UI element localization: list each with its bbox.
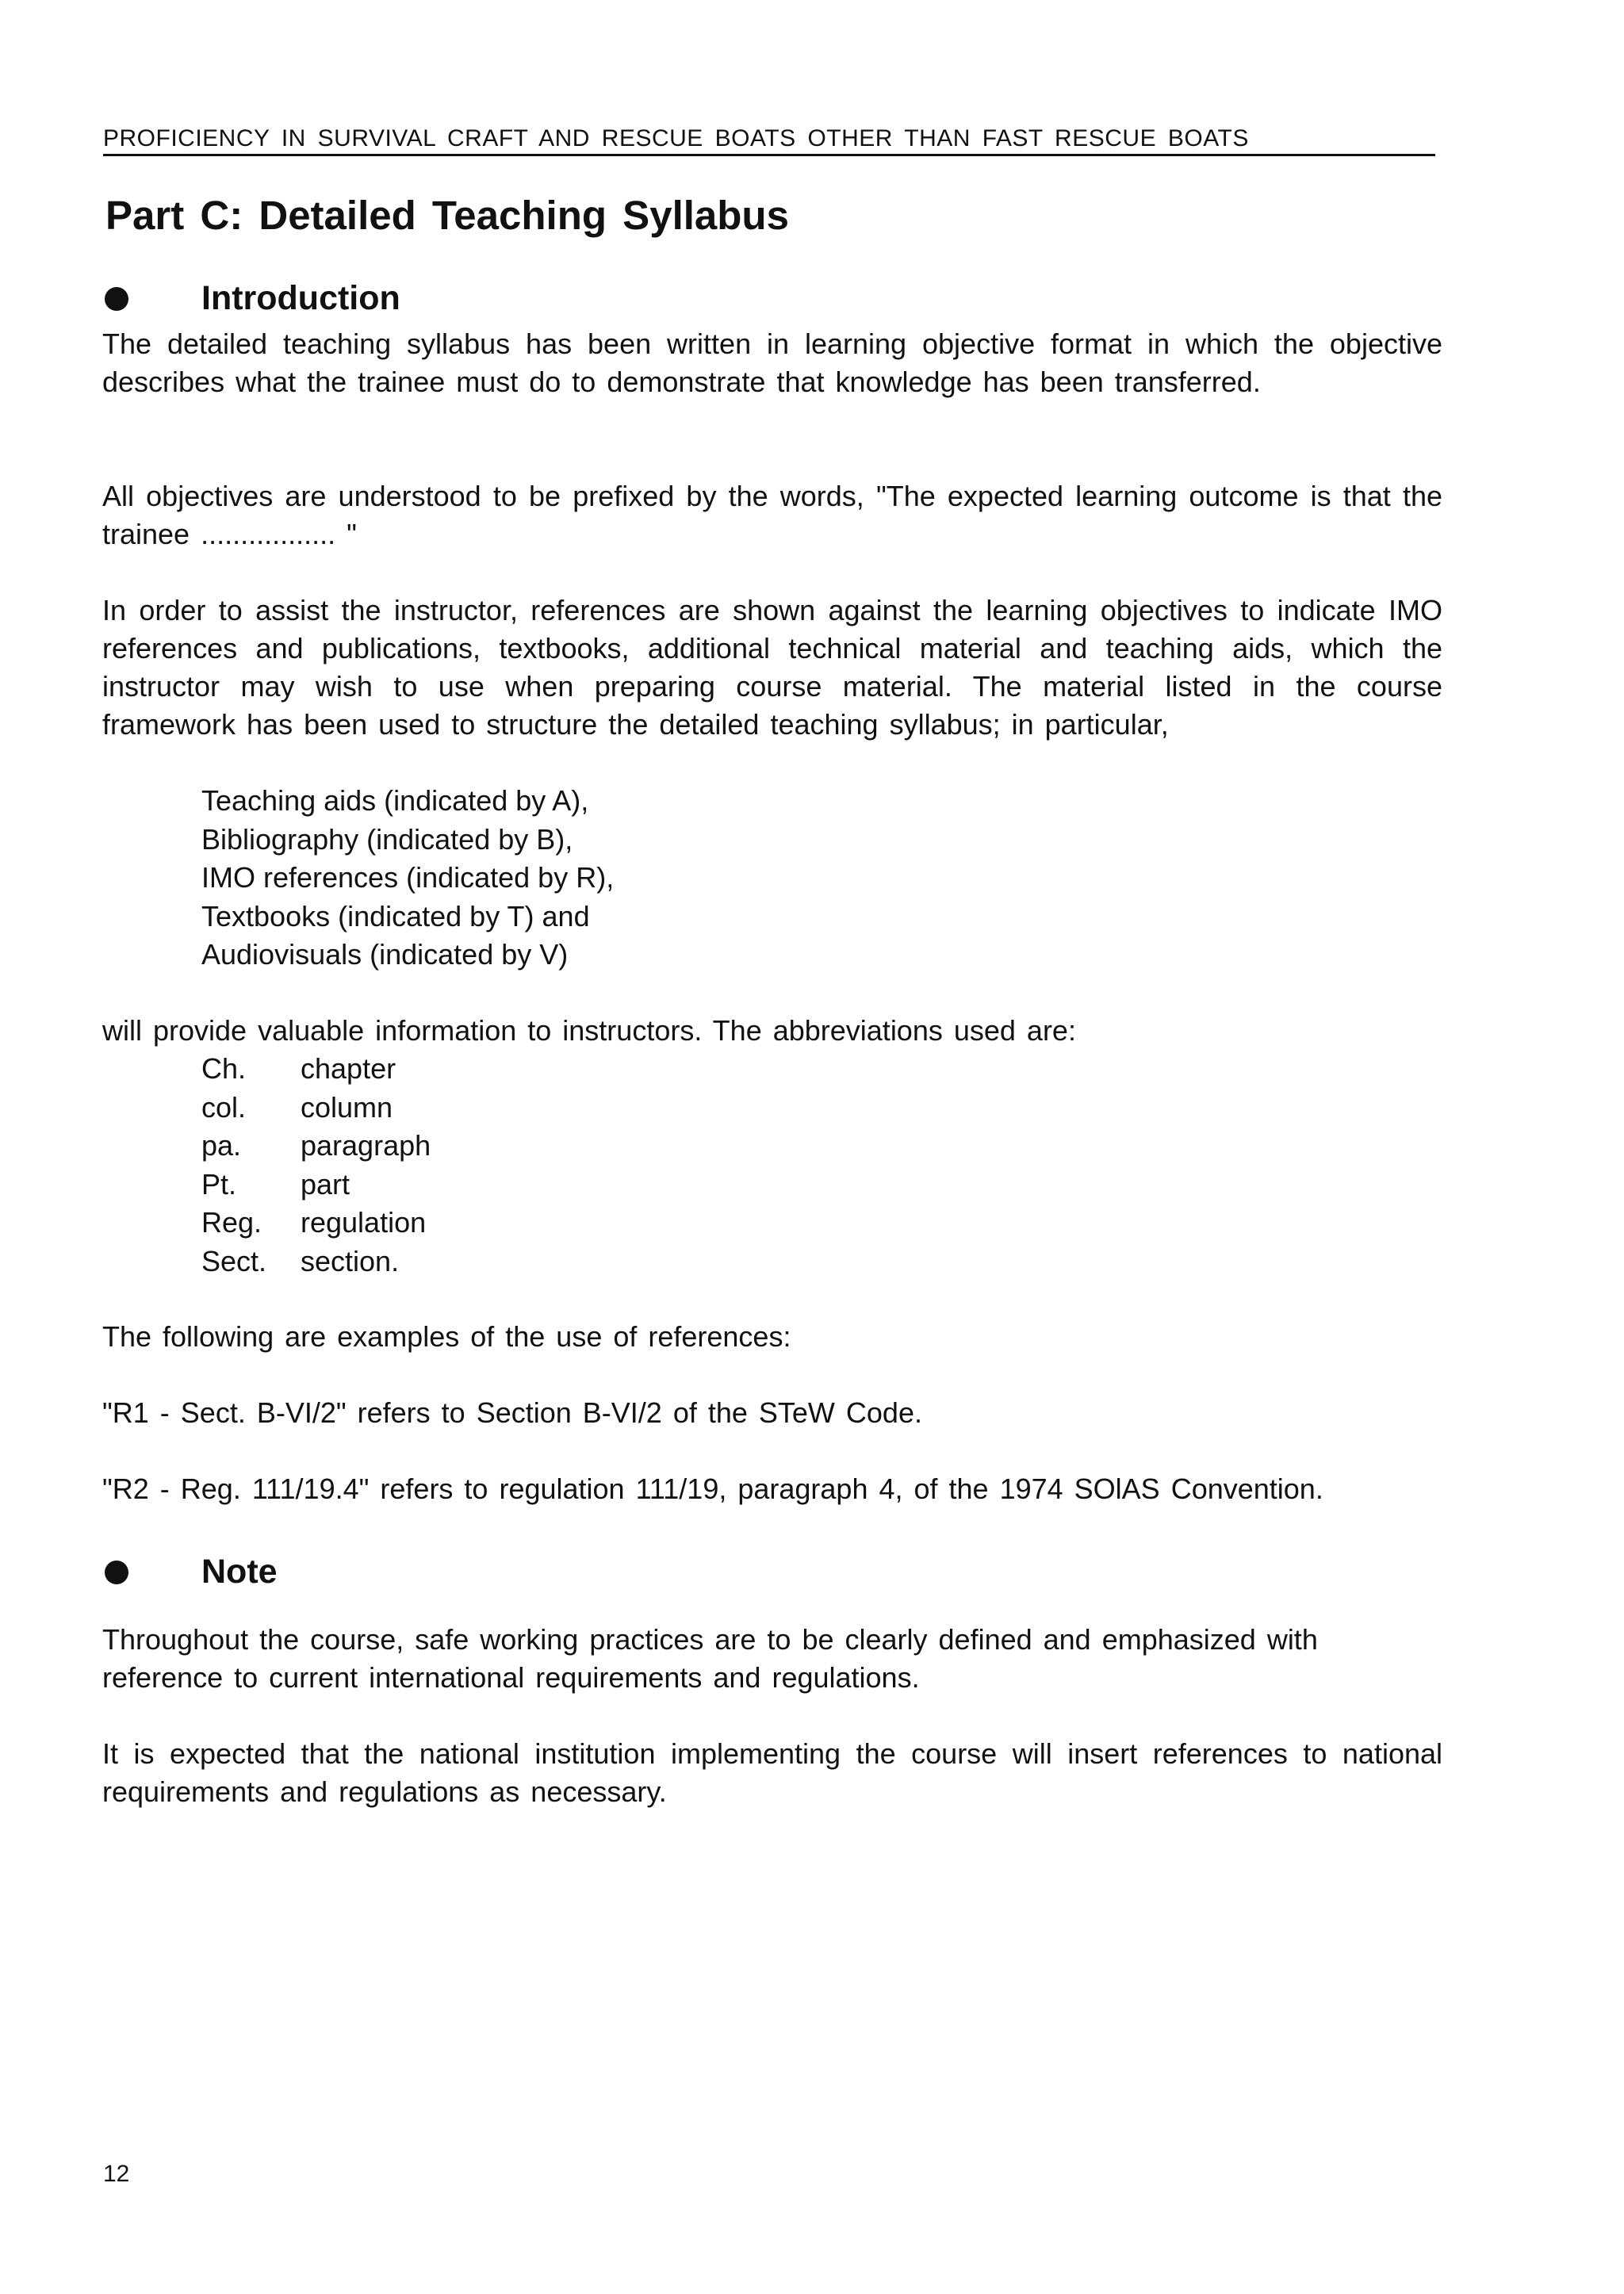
page-number: 12 — [103, 2161, 130, 2187]
intro-paragraph-4: will provide valuable information to instructors. The abbreviations used are: — [102, 1014, 1076, 1047]
list-item — [201, 1243, 431, 1281]
intro-paragraph-2: All objectives are understood to be prefixed by the words, "The expected learning outcome is that the trainee ................. " — [102, 480, 1442, 550]
note-heading-text: Note — [201, 1553, 278, 1591]
bullet-icon — [105, 1561, 128, 1584]
abbreviation-meaning: column — [301, 1090, 393, 1124]
abbreviation-list — [201, 1050, 431, 1281]
list-item: Teaching aids (indicated by A), — [201, 784, 589, 817]
abbreviation-meaning: regulation — [301, 1206, 427, 1239]
note-paragraph-1: Throughout the course, safe working practices are to be clearly defined and emphasized with reference to current international requirements and regulations. — [102, 1623, 1318, 1694]
abbreviation: Sect. — [201, 1244, 267, 1277]
running-header: PROFICIENCY IN SURVIVAL CRAFT AND RESCUE BOATS OTHER THAN FAST RESCUE BOATS — [103, 125, 1435, 156]
intro-paragraph-1: The detailed teaching syllabus has been written in learning objective format in which the objective describes what the trainee must do to demonstrate that knowledge has been transferred. — [102, 327, 1442, 398]
abbreviation: Pt. — [201, 1167, 237, 1201]
reference-type-list — [201, 782, 614, 975]
note-heading — [105, 1553, 278, 1591]
abbreviation: col. — [201, 1090, 247, 1124]
abbreviation: Ch. — [201, 1052, 247, 1085]
reference-example-2: "R2 - Reg. 111/19.4" refers to regulation 111/19, paragraph 4, of the 1974 SOlAS Convention. — [102, 1473, 1323, 1505]
intro-paragraph-3: In order to assist the instructor, references are shown against the learning objectives to indicate IMO references and publications, textbooks, additional technical material and teaching aids, which the instructor may wish to use when preparing course material. The material listed in the course framework has been used to structure the detailed teaching syllabus; in particular, — [102, 594, 1442, 741]
introduction-heading-text: Introduction — [201, 279, 400, 317]
list-item: Textbooks (indicated by T) and — [201, 899, 590, 933]
list-item — [201, 1204, 431, 1243]
reference-example-1: "R1 - Sect. B-VI/2" refers to Section B-VI/2 of the STeW Code. — [102, 1396, 922, 1429]
abbreviation-meaning: section. — [301, 1244, 400, 1277]
list-item — [201, 1050, 431, 1089]
list-item — [201, 1166, 431, 1204]
note-paragraph-2: It is expected that the national institution implementing the course will insert references to national requirements and regulations as necessary. — [102, 1737, 1442, 1808]
abbreviation: Reg. — [201, 1206, 262, 1239]
abbreviation-meaning: paragraph — [301, 1129, 431, 1162]
list-item — [201, 1089, 431, 1128]
introduction-heading — [105, 279, 400, 318]
list-item: Bibliography (indicated by B), — [201, 822, 573, 856]
list-item: IMO references (indicated by R), — [201, 861, 615, 894]
abbreviation-meaning: chapter — [301, 1052, 396, 1085]
abbreviation-meaning: part — [301, 1167, 350, 1201]
bullet-icon — [105, 287, 128, 311]
list-item — [201, 1127, 431, 1166]
page-title: Part C: Detailed Teaching Syllabus — [105, 193, 789, 238]
list-item: Audiovisuals (indicated by V) — [201, 938, 569, 971]
intro-paragraph-5: The following are examples of the use of references: — [102, 1320, 791, 1353]
abbreviation: pa. — [201, 1129, 242, 1162]
